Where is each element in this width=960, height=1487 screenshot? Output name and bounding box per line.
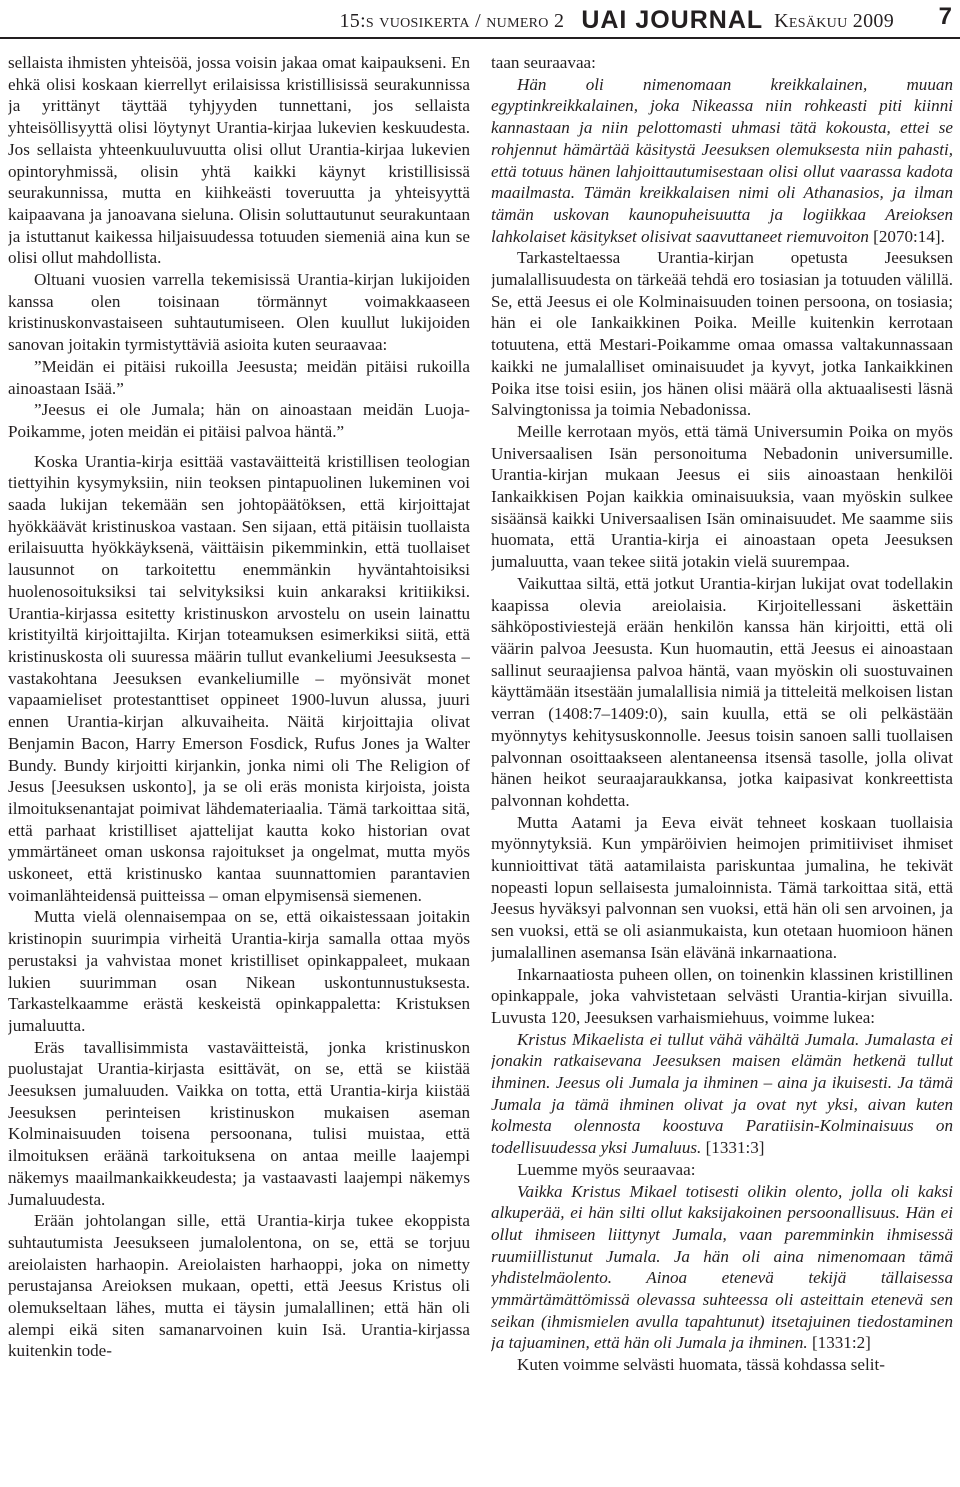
quote-text: Kristus Mikaelista ei tullut vähä vähältä Jumala. Jumalasta ei jonakin ratkaisevana Jeesuksen maisen elämän hetkenä tullut ihminen. Jeesus oli Jumala ja ihminen – aina ja ikuisesti. Ja tämä Jumala ja tämä ihminen olivat ja ovat nyt yksi, aivan kuten kolmesta olennosta koostuva Paratiisin-Kolminaisuus on todellisuudessa yksi Jumaluus.: [491, 1029, 953, 1158]
left-column: [8, 52, 470, 1484]
paragraph: taan seuraavaa:: [491, 53, 596, 72]
paragraph: Oltuani vuosien varrella tekemisissä Urantia-kirjan lukijoiden kanssa olen toisinaan törmännyt voimakkaaseen kristinuskonvastaiseen suhtautumiseen. Olen kuullut lukijoiden sanovan joitakin tyrmistyttäviä asioita kuten seuraavaa:: [8, 270, 470, 355]
issue-text: 15:s vuosikerta / numero 2: [339, 10, 565, 32]
quote: ”Meidän ei pitäisi rukoilla Jeesusta; meidän pitäisi rukoilla ainoastaan Isää.”: [8, 356, 470, 398]
paragraph: Koska Urantia-kirja esittää vastaväitteitä kristillisen teologian tiettyihin kysymyksiin, niin teoksen pintapuolinen lukeminen voi saada lukijan tekemään sen johtopäätöksen, että kirjoittajat hyökkäävät kristinuskoa vastaan. Sen sijaan, että pitäisin tuollaista erilaisuutta hyökkäyksenä, väittäisin pikemminkin, että tuollaiset lausunnot on tarkoitettu enemmänkin hyväntahtoisiksi huolenosoituksiksi tai selvityksiksi kuin ankaraksi kritiikiksi. Urantia-kirjassa esitetty kristinuskon arvostelu on usein lainattu kristityiltä kirjoittajilta. Kirjan toteamuksen esimerkiksi siitä, että kristinuskosta oli suuressa määrin tullut evankeliumi Jeesuksesta – vastakohtana Jeesuksen evankeliumille – myönsivät monet vapaamieliset protestanttiset oppineet 1900-luvun alussa, juuri ennen Urantia-kirjan alkuvaiheita. Näitä kirjoittajia olivat Benjamin Bacon, Harry Emerson Fosdick, Rufus Jones ja Walter Bundy. Bundy kirjoitti kirjankin, jonka nimi oli The Religion of Jesus [Jeesuksen uskonto], ja se oli eräs monista kirjoista, joista ilmoituksenantajat poimivat lähdemateriaalia. Tämä tarkoittaa sitä, että parhaat kristilliset ajattelijat kautta koko historian ovat ymmärtäneet oman uskonsa rajoitukset ja ongelmat, mutta myös uskoneet, että kristinusko kantaa suunnattomien parantavien voimanlähteidensä puitteissa – oman elpymisensä siemenen.: [8, 451, 470, 905]
quote-text: Hän oli nimenomaan kreikkalainen, muuan egyptinkreikkalainen, joka Nikeassa niin rohkeasti piti kiinni kannastaan ja niin pelottomasti uhmasi tätä kokousta, ettei se rohjennut hämärtää käsitystä Jeesuksen olemuksesta niin pahasti, että totuus hänen lahjoittautumisestaan olisi ollut vaarassa kadota maailmasta. Tämän kreikkalaisen nimi oli Athanasios, ja ilman tämän uskovan kaunopuheisuutta ja logiikkaa Areioksen lahkolaiset käsitykset olisivat saavuttaneet riemuvoiton: [491, 74, 953, 246]
issue-date: Kesäkuu 2009: [774, 10, 894, 32]
page-number: 7: [938, 3, 952, 30]
paragraph: Erään johtolangan sille, että Urantia-kirja tukee ekoppista suhtautumista Jeesukseen jumalolentona, on se, että se torjuu areiolaisten harhaopin. Areiolaisten harhaoppi, joka on nimetty perustajansa Areioksen mukaan, opetti, että Jeesus Kristus oli olemukseltaan lähes, mutta ei täysin jumalallinen; että hän oli alempi eikä siten samanarvoinen kuin Isä. Urantia-kirjassa kuitenkin tode-: [8, 1211, 470, 1361]
paragraph: Kuten voimme selvästi huomata, tässä kohdassa selit-: [517, 1355, 885, 1375]
paragraph: Tarkasteltaessa Urantia-kirjan opetusta Jeesuksen jumalallisuudesta on tärkeää tehdä ero tosiasian ja totuuden välillä. Se, että Jeesus ei ole Kolminaisuuden toinen persoona, on tosiasia; hän ei ole Iankaikkinen Poika. Meille kuitenkin kerrotaan totuutena, että Mestari-Poikamme omaa omassa valtakunnassaan kaikki ne jumalalliset ominaisuudet ja kyvyt, jotka Iankaikkinen Poika itse toisi esiin, jos hänen olisi määrä olla aktuaalisesti läsnä Salvingtonissa ja toimia Nebadonissa.: [491, 248, 953, 420]
paragraph: Vaikuttaa siltä, että jotkut Urantia-kirjan lukijat ovat todellakin kaapissa olevia areiolaisia. Kirjoitellessani äskettäin sähköpostiviestejä erään henkilön kanssa hän kirjoitti, että oli väärin palvoa Jeesusta. Kun huomautin, että Jeesus ei ainoastaan sallinut seuraajiensa palvoa häntä, vaan myöskin oli suostuvainen käyttämään itsestään jumalallisia nimiä ja titteleitä melkoisen listan verran (1408:7–1409:0), sain kuulla, että se oli pelkästään myönnytys kehitysuskonnolle. Jeesus toisin sanoen salli tuollaisen palvonnan osoittaakseen alentaneensa itsensä tasolle, jolla olivat hänen heikot seuraajaraukkansa, jotka kaipasivat konkreettista palvonnan kohdetta.: [491, 573, 953, 810]
citation: [2070:14].: [873, 226, 945, 246]
paragraph: Mutta Aatami ja Eeva eivät tehneet koskaan tuollaisia myönnytyksiä. Kun ympäröivien heimojen primitiiviset ihmiset kunnioittivat tätä aatamilaista pariskuntaa jumalina, he tekivät nopeasti lopun sellaisesta jumaloinnista. Tämä tarkoittaa sitä, että Jeesus hyväksyi palvonnan sen vuoksi, että hän oli sen arvoinen, ja sen vuoksi, että se oli asianmukaista, kun otetaan huomioon hänen jumalallinen asemansa Isän elävänä inkarnaationa.: [491, 812, 953, 962]
quote-text: Vaikka Kristus Mikael totisesti olikin olento, jolla oli kaksi alkuperää, ei hän silti ollut kaksijakoinen persoonallisuus. Hän ei ollut ihmiseen liittynyt Jumala, vaan paremminkin ihmisessä ruumiillistunut Jumala. Ja hän oli aina nimenomaan tämä yhdistelmäolento. Ainoa etenevä tekijä tällaisessa ymmärtämättömissä olevassa suhteessa oli asteittain etenevä sen seikan (ihmismielen avulla tapahtunut) itsetajuinen tiedostaminen ja tajuaminen, että hän oli Jumala ja ihminen.: [491, 1181, 953, 1353]
block-quote: [491, 74, 953, 248]
block-quote: [491, 1181, 953, 1355]
header-rule: [0, 37, 960, 39]
block-quote: [491, 1029, 953, 1159]
paragraph: Meille kerrotaan myös, että tämä Universumin Poika on myös Universaalisen Isän personoituma Nebadonin universumille. Urantia-kirjan mukaan Jeesus ei siis ainoastaan henkilöi Iankaikkisen Pojan kaikkia ominaisuuksia, vaan myöskin sulkee sisäänsä kaikki Universaalisen Isän ominaisuudet. Me saamme siis huomata, että Urantia-kirja ei ainoastaan opeta Jeesuksen jumaluutta, vaan tekee siitä jotakin vielä suurempaa.: [491, 421, 953, 572]
journal-name: UAI JOURNAL: [581, 6, 764, 34]
citation: [1331:2]: [811, 1333, 871, 1353]
paragraph: sellaista ihmisten yhteisöä, jossa voisin jakaa omat kaipaukseni. En ehkä olisi koskaan kierrellyt erilaisissa kristillisissä seurakunnissa ja yrittänyt täyttää tyhjyyden tunnettani, jos sellaista yhteisöllisyyttä olisi löytynyt Urantia-kirjaa lukevien keskuudesta. Jos sellaista yhteenkuuluvuutta olisi ollut Urantia-kirjaa lukevien opintoryhmissä, olisin yhtä kaikki käynyt kristillisissä seurakunnissa, mutta en kiihkeästi toveruutta ja yhteisyyttä kaipaavana ja janoavana sieluna. Olisin soluttautunut seurakuntaan ja istuttanut kaikessa hiljaisuudessa totuuden siemeniä aina kun se olisi ollut mahdollista.: [8, 53, 470, 268]
running-head: [339, 6, 894, 35]
right-column: [491, 52, 953, 1484]
paragraph: Luemme myös seuraavaa:: [517, 1159, 696, 1179]
page-header: [0, 0, 960, 50]
paragraph: Inkarnaatiosta puheen ollen, on toinenkin klassinen kristillinen opinkappale, joka vahvistetaan selvästi Urantia-kirjan sivuilla. Luvusta 120, Jeesuksen varhaismiehuus, voimme lukea:: [491, 964, 953, 1027]
citation: [1331:3]: [705, 1138, 765, 1158]
paragraph: Eräs tavallisimmista vastaväitteistä, jonka kristinuskon puolustajat Urantia-kirjasta esittävät, on se, että se kiistää Jeesuksen jumaluuden. Vaikka on totta, että Urantia-kirja kiistää Jeesuksen perinteisen kristinuskon mukaisen aseman Kolminaisuuden toisena persoonana, tulisi muistaa, että ilmoituksen eräänä tarkoituksena on antaa meille laajempi näkemys maailmankaikkeudesta; ja vastaavasti laajempi näkemys Jumaluudesta.: [8, 1037, 470, 1209]
paragraph: Mutta vielä olennaisempaa on se, että oikaistessaan joitakin kristinopin suurimpia virheitä Urantia-kirja samalla ottaa myös perustaksi ja vahvistaa monet kristilliset opinkappaleet, mukaan lukien suurimman osan Nikean uskontunnustuksesta. Tarkastelkaamme erästä keskeistä opinkappaletta: Kristuksen jumaluutta.: [8, 907, 470, 1035]
quote: ”Jeesus ei ole Jumala; hän on ainoastaan meidän Luoja-Poikamme, joten meidän ei pitäisi palvoa häntä.”: [8, 400, 470, 441]
